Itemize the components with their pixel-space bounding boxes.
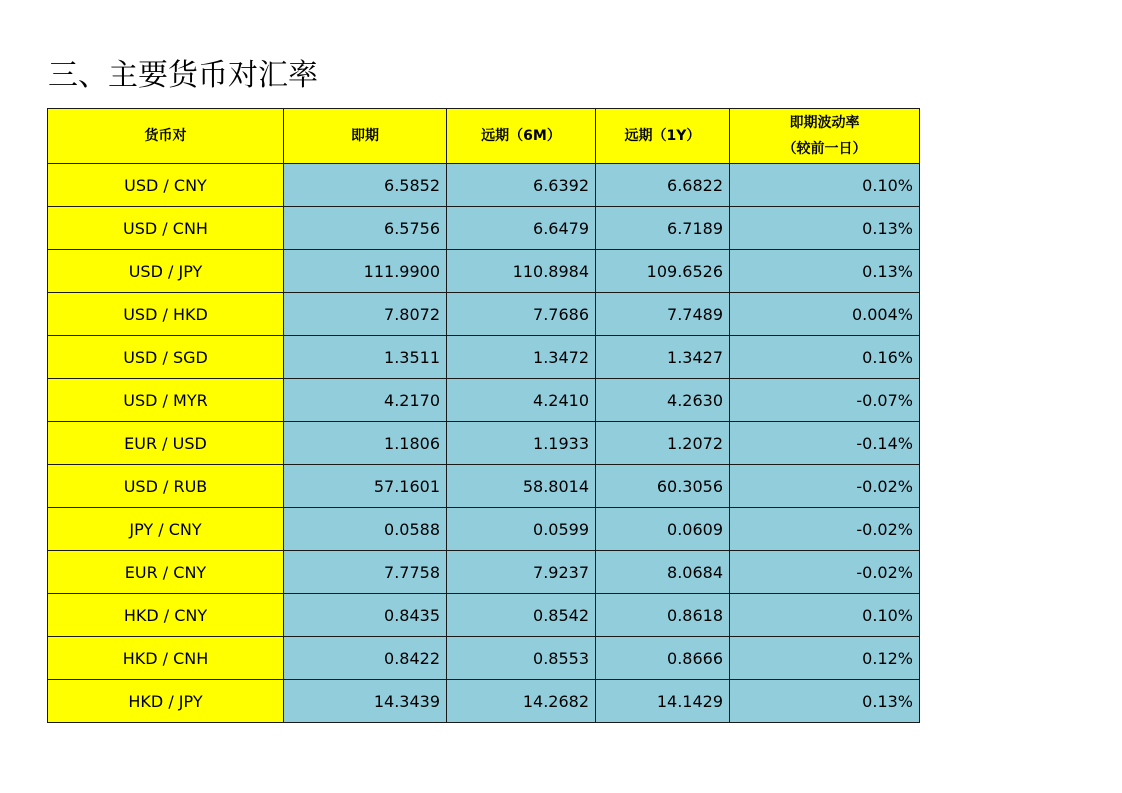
forward-1y-cell: 14.1429 (596, 680, 730, 723)
volatility-cell: 0.10% (730, 594, 920, 637)
forward-1y-cell: 4.2630 (596, 379, 730, 422)
spot-rate-cell: 6.5756 (284, 207, 447, 250)
table-row (48, 637, 920, 680)
volatility-cell: 0.10% (730, 164, 920, 207)
table-row (48, 207, 920, 250)
forward-1y-cell: 109.6526 (596, 250, 730, 293)
currency-pair-cell: USD / RUB (48, 465, 284, 508)
currency-pair-cell: EUR / USD (48, 422, 284, 465)
header-spot-volatility (730, 109, 920, 164)
table-row (48, 379, 920, 422)
forward-1y-cell: 6.7189 (596, 207, 730, 250)
table-row (48, 594, 920, 637)
currency-pair-cell: USD / JPY (48, 250, 284, 293)
spot-rate-cell: 0.8422 (284, 637, 447, 680)
currency-pair-cell: JPY / CNY (48, 508, 284, 551)
spot-rate-cell: 6.5852 (284, 164, 447, 207)
table-row (48, 551, 920, 594)
table-header (48, 109, 920, 164)
volatility-cell: 0.16% (730, 336, 920, 379)
table-row (48, 250, 920, 293)
table-row (48, 680, 920, 723)
forward-6m-cell: 7.9237 (447, 551, 596, 594)
currency-pair-cell: USD / CNY (48, 164, 284, 207)
table-body (48, 164, 920, 723)
forward-6m-cell: 1.3472 (447, 336, 596, 379)
forward-6m-cell: 0.8553 (447, 637, 596, 680)
header-forward-6m: 远期（6M） (447, 109, 596, 164)
table-row (48, 422, 920, 465)
forward-1y-cell: 0.8618 (596, 594, 730, 637)
spot-rate-cell: 7.8072 (284, 293, 447, 336)
volatility-cell: 0.13% (730, 680, 920, 723)
spot-rate-cell: 0.8435 (284, 594, 447, 637)
spot-rate-cell: 111.9900 (284, 250, 447, 293)
forward-6m-cell: 1.1933 (447, 422, 596, 465)
forward-1y-cell: 1.3427 (596, 336, 730, 379)
header-volatility-line2: （较前一日） (782, 141, 867, 157)
volatility-cell: 0.13% (730, 250, 920, 293)
volatility-cell: -0.07% (730, 379, 920, 422)
forward-1y-cell: 8.0684 (596, 551, 730, 594)
header-forward-1y: 远期（1Y） (596, 109, 730, 164)
forward-6m-cell: 6.6479 (447, 207, 596, 250)
forward-6m-cell: 4.2410 (447, 379, 596, 422)
forward-6m-cell: 14.2682 (447, 680, 596, 723)
header-volatility-line1: 即期波动率 (789, 115, 860, 131)
table-row (48, 336, 920, 379)
exchange-rate-table (47, 108, 920, 723)
forward-1y-cell: 6.6822 (596, 164, 730, 207)
table-row (48, 465, 920, 508)
forward-1y-cell: 7.7489 (596, 293, 730, 336)
currency-pair-cell: USD / HKD (48, 293, 284, 336)
page-title: 三、主要货币对汇率 (48, 58, 318, 93)
forward-1y-cell: 0.8666 (596, 637, 730, 680)
spot-rate-cell: 4.2170 (284, 379, 447, 422)
forward-1y-cell: 1.2072 (596, 422, 730, 465)
forward-1y-cell: 0.0609 (596, 508, 730, 551)
currency-pair-cell: HKD / JPY (48, 680, 284, 723)
currency-pair-cell: HKD / CNH (48, 637, 284, 680)
spot-rate-cell: 7.7758 (284, 551, 447, 594)
table-row (48, 508, 920, 551)
volatility-cell: 0.12% (730, 637, 920, 680)
forward-6m-cell: 6.6392 (447, 164, 596, 207)
volatility-cell: 0.13% (730, 207, 920, 250)
currency-pair-cell: USD / SGD (48, 336, 284, 379)
forward-6m-cell: 0.0599 (447, 508, 596, 551)
currency-pair-cell: USD / MYR (48, 379, 284, 422)
volatility-cell: -0.02% (730, 551, 920, 594)
forward-6m-cell: 0.8542 (447, 594, 596, 637)
currency-pair-cell: USD / CNH (48, 207, 284, 250)
forward-6m-cell: 7.7686 (447, 293, 596, 336)
volatility-cell: -0.02% (730, 508, 920, 551)
volatility-cell: -0.14% (730, 422, 920, 465)
spot-rate-cell: 57.1601 (284, 465, 447, 508)
volatility-cell: -0.02% (730, 465, 920, 508)
spot-rate-cell: 0.0588 (284, 508, 447, 551)
forward-6m-cell: 110.8984 (447, 250, 596, 293)
forward-1y-cell: 60.3056 (596, 465, 730, 508)
header-row (48, 109, 920, 164)
forward-6m-cell: 58.8014 (447, 465, 596, 508)
currency-pair-cell: HKD / CNY (48, 594, 284, 637)
spot-rate-cell: 14.3439 (284, 680, 447, 723)
spot-rate-cell: 1.1806 (284, 422, 447, 465)
table-row (48, 293, 920, 336)
header-spot: 即期 (284, 109, 447, 164)
header-currency-pair: 货币对 (48, 109, 284, 164)
table-row (48, 164, 920, 207)
volatility-cell: 0.004% (730, 293, 920, 336)
spot-rate-cell: 1.3511 (284, 336, 447, 379)
currency-pair-cell: EUR / CNY (48, 551, 284, 594)
